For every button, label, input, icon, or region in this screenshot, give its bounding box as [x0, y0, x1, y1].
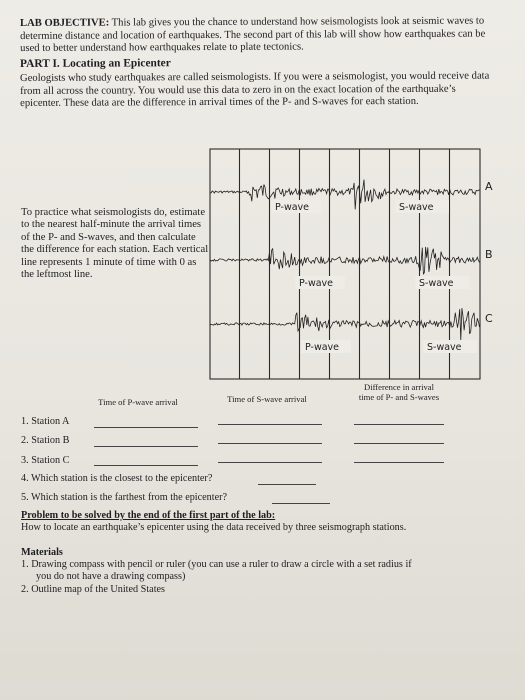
lab-objective — [20, 15, 498, 55]
p-wave-label-c: P-wave — [305, 342, 340, 353]
s-wave-label-c: S-wave — [427, 342, 462, 353]
materials-item-1-cont: you do not have a drawing compass) — [36, 571, 186, 583]
p-wave-label-a: P-wave — [275, 202, 310, 213]
part1-heading: PART I. Locating an Epicenter — [20, 57, 171, 70]
blank-s-station-b[interactable] — [218, 443, 322, 444]
blank-s-station-a[interactable] — [218, 424, 322, 425]
seismogram-figure — [209, 148, 499, 380]
trace-station-b — [210, 247, 480, 274]
blank-question-5[interactable] — [272, 503, 330, 504]
p-wave-label-b: P-wave — [299, 278, 334, 289]
s-wave-label-a: S-wave — [399, 202, 434, 213]
blank-p-station-a[interactable] — [94, 427, 198, 428]
blank-p-station-b[interactable] — [94, 446, 198, 447]
blank-diff-station-a[interactable] — [354, 424, 444, 425]
col-head-p-arrival: Time of P-wave arrival — [98, 397, 178, 407]
materials-heading: Materials — [21, 547, 63, 558]
station-label-a: A — [485, 180, 493, 193]
row-label-station-b: 2. Station B — [21, 435, 70, 446]
col-head-s-arrival: Time of S-wave arrival — [227, 394, 307, 404]
col-head-difference-line2: time of P- and S-waves — [358, 392, 440, 402]
station-label-c: C — [485, 312, 493, 325]
col-head-difference-line1: Difference in arrival — [364, 382, 434, 392]
blank-diff-station-c[interactable] — [354, 462, 444, 463]
problem-text: How to locate an earthquake’s epicenter using the data received by three seismograph stations. — [21, 522, 407, 534]
blank-diff-station-b[interactable] — [354, 443, 444, 444]
part1-intro: Geologists who study earthquakes are called seismologists. If you were a seismologist, you would receive data from all across the country. You would use this data to zero in on the exact location of the earthquake’s epicenter. These data are the difference in arrival times of the P- and S-waves for each station. — [20, 70, 490, 110]
materials-section — [21, 547, 501, 596]
practice-instructions: To practice what seismologists do, estimate to the nearest half-minute the arrival times of the P- and S-waves, and then calculate the difference for each station. Each vertical line represents 1 minute of time with 0 as the leftmost line. — [21, 207, 209, 281]
blank-p-station-c[interactable] — [94, 465, 198, 466]
station-label-b: B — [485, 248, 493, 261]
materials-item-1: 1. Drawing compass with pencil or ruler (you can use a ruler to draw a circle with a set radius if — [21, 559, 412, 571]
s-wave-label-b: S-wave — [419, 278, 454, 289]
row-label-station-a: 1. Station A — [21, 416, 70, 427]
trace-station-c — [210, 308, 480, 340]
col-head-difference — [344, 382, 454, 402]
question-5: 5. Which station is the farthest from the epicenter? — [21, 492, 228, 503]
lab-objective-label: LAB OBJECTIVE: — [20, 17, 110, 29]
blank-s-station-c[interactable] — [218, 462, 322, 463]
materials-item-2: 2. Outline map of the United States — [21, 583, 166, 595]
question-4: 4. Which station is the closest to the epicenter? — [21, 473, 213, 484]
blank-question-4[interactable] — [258, 484, 316, 485]
problem-section — [21, 510, 501, 534]
problem-heading: Problem to be solved by the end of the first part of the lab: — [21, 510, 276, 521]
lab-objective-text: This lab gives you the chance to understand how seismologists look at seismic waves to determine distance and location of earthquakes. The second part of this lab will show how earthquakes can be used to better understand how earthquakes relate to plate tectonics. — [20, 15, 486, 55]
row-label-station-c: 3. Station C — [21, 455, 70, 466]
